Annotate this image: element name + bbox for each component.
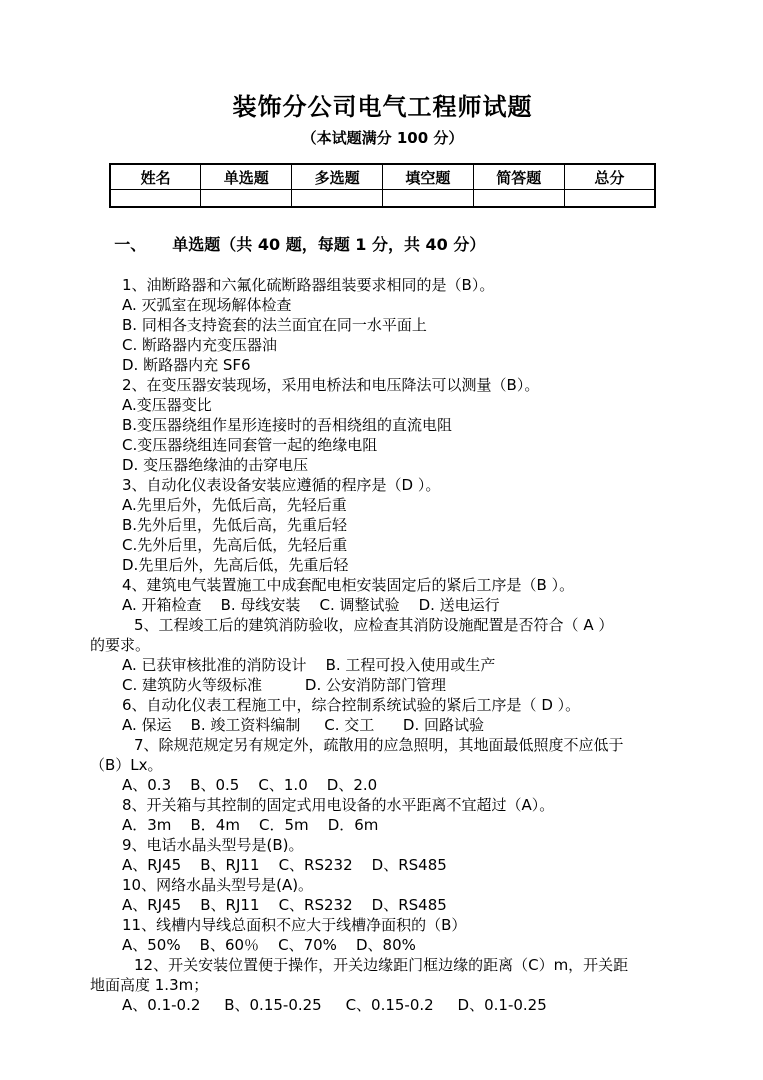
question-1-option-d: D. 断路器内充 SF6 (122, 356, 251, 374)
question-7-continuation: （B）Lx。 (90, 756, 163, 774)
question-7: 7、除规范规定另有规定外，疏散用的应急照明，其地面最低照度不应低于 (134, 736, 624, 754)
score-header-multi-choice: 多选题 (292, 164, 383, 190)
question-4: 4、建筑电气装置施工中成套配电柜安装固定后的紧后工序是（B ）。 (122, 576, 575, 594)
question-5-options-ab: A. 已获审核批准的消防设计 B. 工程可投入使用或生产 (122, 656, 496, 674)
question-10-options: A、RJ45 B、RJ11 C、RS232 D、RS485 (122, 896, 447, 914)
question-1-option-c: C. 断路器内充变压器油 (122, 336, 278, 354)
question-5-continuation: 的要求。 (90, 636, 151, 654)
question-12-options: A、0.1-0.2 B、0.15-0.25 C、0.15-0.2 D、0.1-0.25 (122, 996, 547, 1014)
question-10: 10、网络水晶头型号是(A)。 (122, 876, 314, 894)
score-cell-short-answer (473, 190, 564, 208)
score-header-name: 姓名 (110, 164, 201, 190)
score-cell-single-choice (201, 190, 292, 208)
score-header-single-choice: 单选题 (201, 164, 292, 190)
score-table (109, 163, 656, 208)
question-5: 5、工程竣工后的建筑消防验收，应检查其消防设施配置是否符合（ A ） (134, 616, 614, 634)
question-2-option-a: A.变压器变比 (122, 396, 212, 414)
question-3-option-a: A.先里后外，先低后高，先轻后重 (122, 496, 347, 514)
question-6-options: A. 保运 B. 竣工资料编制 C. 交工 D. 回路试验 (122, 716, 484, 734)
section-label: 单选题（共 40 题，每题 1 分，共 40 分） (172, 235, 486, 254)
question-9: 9、电话水晶头型号是(B)。 (122, 836, 304, 854)
question-9-options: A、RJ45 B、RJ11 C、RS232 D、RS485 (122, 856, 447, 874)
question-2: 2、在变压器安装现场，采用电桥法和电压降法可以测量（B）。 (122, 376, 540, 394)
section-heading (90, 215, 675, 275)
question-12: 12、开关安装位置便于操作，开关边缘距门框边缘的距离（C）m，开关距 (134, 956, 629, 974)
question-6: 6、自动化仪表工程施工中，综合控制系统试验的紧后工序是（ D ）。 (122, 696, 581, 714)
question-11: 11、线槽内导线总面积不应大于线槽净面积的（B） (122, 916, 467, 934)
score-cell-fill-blank (382, 190, 473, 208)
score-cell-total (564, 190, 655, 208)
question-8: 8、开关箱与其控制的固定式用电设备的水平距离不宜超过（A）。 (122, 796, 555, 814)
question-2-option-d: D. 变压器绝缘油的击穿电压 (122, 456, 309, 474)
question-4-options: A. 开箱检查 B. 母线安装 C. 调整试验 D. 送电运行 (122, 596, 500, 614)
score-table-empty-row (110, 190, 655, 208)
question-3-option-c: C.先外后里，先高后低，先轻后重 (122, 536, 348, 554)
question-1-option-b: B. 同相各支持瓷套的法兰面宜在同一水平面上 (122, 316, 427, 334)
score-header-fill-blank: 填空题 (382, 164, 473, 190)
page-subtitle: （本试题满分 100 分） (301, 129, 464, 147)
question-1: 1、油断路器和六氟化硫断路器组装要求相同的是（B）。 (122, 276, 495, 294)
question-12-continuation: 地面高度 1.3m； (90, 976, 209, 994)
question-3-option-b: B.先外后里，先低后高，先重后轻 (122, 516, 348, 534)
question-11-options: A、50% B、60％ C、70% D、80% (122, 936, 416, 954)
question-3: 3、自动化仪表设备安装应遵循的程序是（D ）。 (122, 476, 441, 494)
question-2-option-c: C.变压器绕组连同套管一起的绝缘电阻 (122, 436, 378, 454)
question-3-option-d: D.先里后外，先高后低，先重后轻 (122, 556, 349, 574)
question-8-options: A．3m B．4m C．5m D．6m (122, 816, 379, 834)
question-1-option-a: A. 灭弧室在现场解体检查 (122, 296, 292, 314)
section-number: 一、 (114, 235, 147, 254)
score-cell-multi-choice (292, 190, 383, 208)
question-2-option-b: B.变压器绕组作星形连接时的吾相绕组的直流电阻 (122, 416, 453, 434)
question-5-options-cd: C. 建筑防火等级标准 D. 公安消防部门管理 (122, 676, 447, 694)
page-title: 装饰分公司电气工程师试题 (232, 93, 533, 121)
score-header-total: 总分 (564, 164, 655, 190)
question-7-options: A、0.3 B、0.5 C、1.0 D、2.0 (122, 776, 378, 794)
score-header-short-answer: 简答题 (473, 164, 564, 190)
score-cell-name (110, 190, 201, 208)
score-table-header-row (110, 164, 655, 190)
